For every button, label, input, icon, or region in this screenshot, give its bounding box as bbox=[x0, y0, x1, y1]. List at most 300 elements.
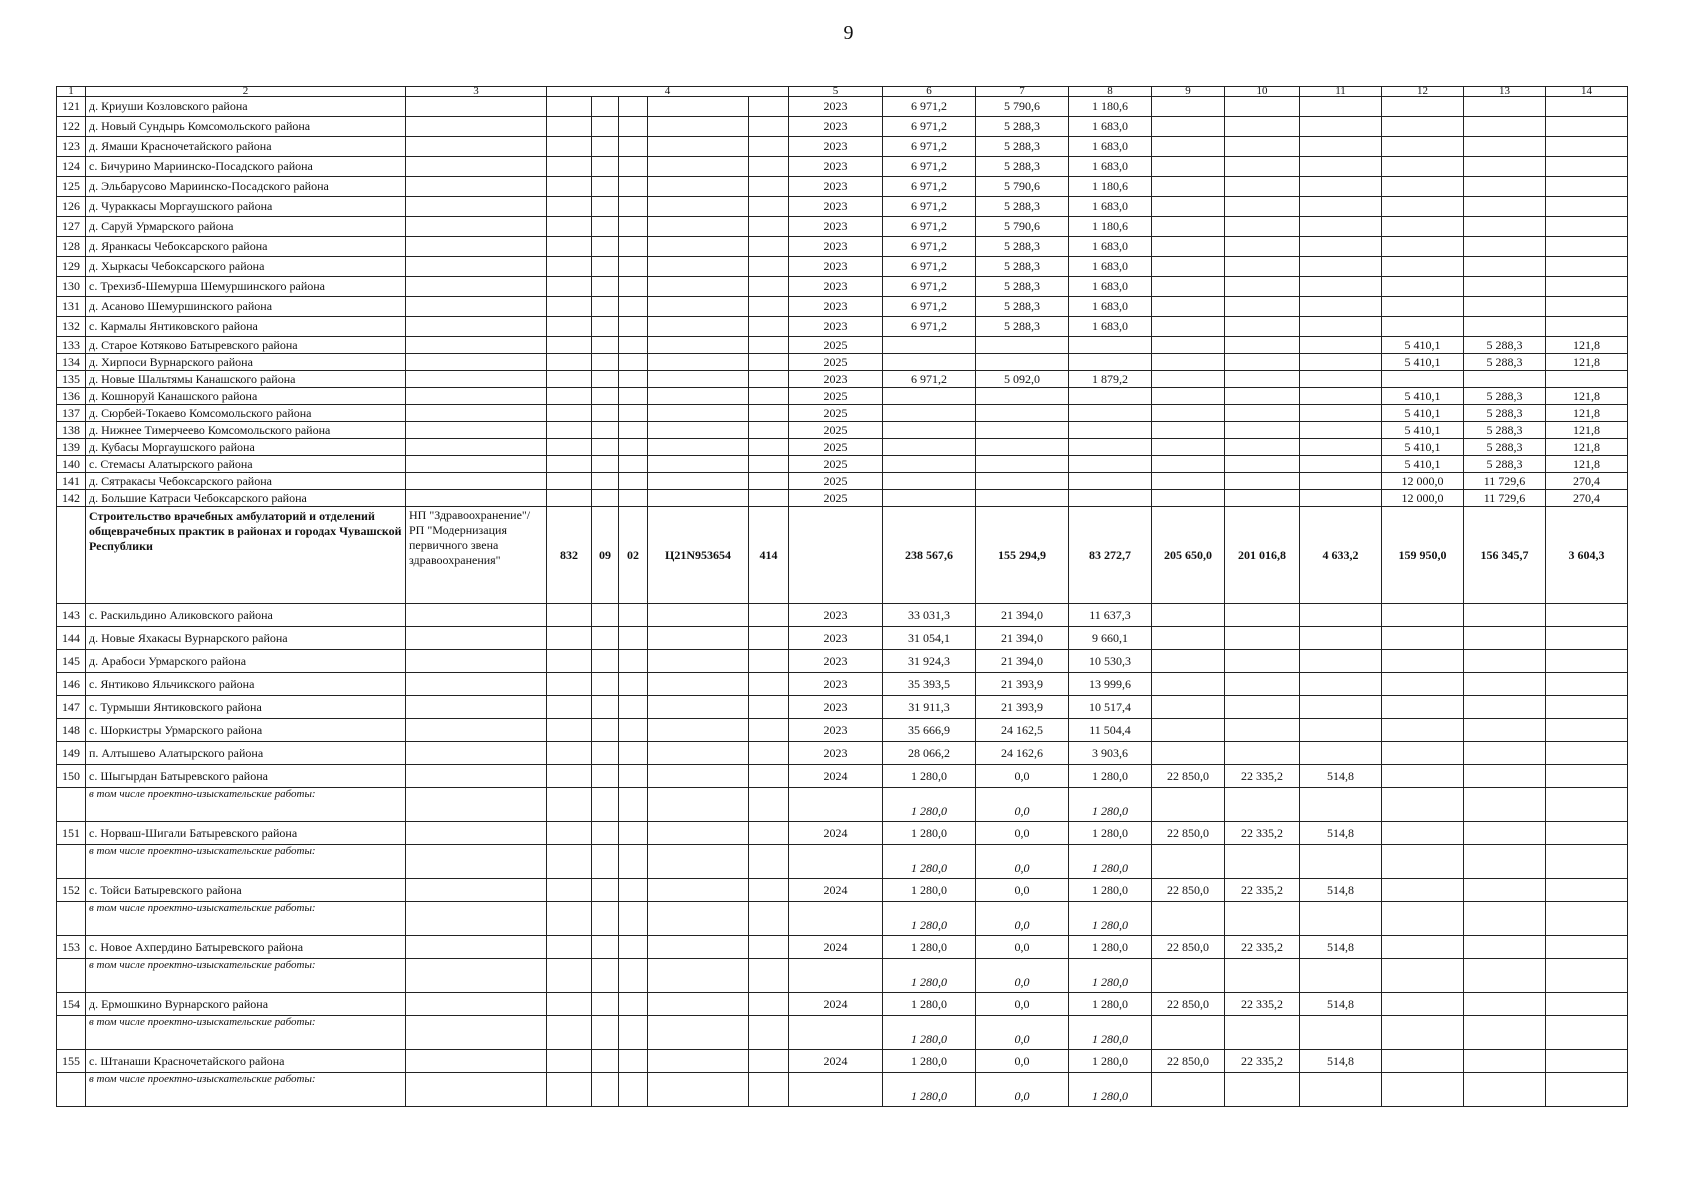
value-cell: 1 683,0 bbox=[1069, 117, 1152, 137]
value-cell bbox=[1546, 1050, 1628, 1073]
value-cell bbox=[1152, 317, 1225, 337]
value-cell: 10 517,4 bbox=[1069, 696, 1152, 719]
code-cell bbox=[648, 1073, 749, 1107]
value-cell: 121,8 bbox=[1546, 405, 1628, 422]
settlement-name: д. Новые Яхакасы Вурнарского района bbox=[86, 627, 406, 650]
settlement-name: с. Трехизб-Шемурша Шемуршинского района bbox=[86, 277, 406, 297]
value-cell bbox=[1546, 627, 1628, 650]
value-cell: 270,4 bbox=[1546, 490, 1628, 507]
row-number: 138 bbox=[57, 422, 86, 439]
value-cell bbox=[1225, 337, 1300, 354]
code-cell: 09 bbox=[592, 507, 619, 604]
code-cell bbox=[547, 742, 592, 765]
table-row bbox=[57, 137, 1628, 157]
group-total-cell: 159 950,0 bbox=[1382, 507, 1464, 604]
value-cell: 0,0 bbox=[976, 993, 1069, 1016]
settlement-name: д. Нижнее Тимерчеево Комсомольского района bbox=[86, 422, 406, 439]
code-cell bbox=[547, 257, 592, 277]
code-cell bbox=[619, 117, 648, 137]
table-row bbox=[57, 354, 1628, 371]
code-cell bbox=[547, 237, 592, 257]
survey-works-row bbox=[57, 845, 1628, 879]
year-cell: 2023 bbox=[789, 673, 883, 696]
code-cell bbox=[592, 197, 619, 217]
value-cell bbox=[1464, 371, 1546, 388]
value-cell: 28 066,2 bbox=[883, 742, 976, 765]
value-cell bbox=[1152, 237, 1225, 257]
table-row bbox=[57, 117, 1628, 137]
value-cell bbox=[1225, 277, 1300, 297]
value-cell bbox=[1382, 845, 1464, 879]
code-cell bbox=[648, 197, 749, 217]
header-cell: 14 bbox=[1546, 87, 1628, 97]
value-cell: 6 971,2 bbox=[883, 277, 976, 297]
value-cell bbox=[1382, 788, 1464, 822]
year-cell bbox=[789, 902, 883, 936]
value-cell: 5 288,3 bbox=[1464, 354, 1546, 371]
code-cell bbox=[648, 117, 749, 137]
code-cell bbox=[619, 673, 648, 696]
code-cell bbox=[592, 277, 619, 297]
value-cell bbox=[1382, 177, 1464, 197]
value-cell bbox=[1382, 97, 1464, 117]
table-row bbox=[57, 388, 1628, 405]
value-cell bbox=[1152, 422, 1225, 439]
survey-works-row bbox=[57, 1016, 1628, 1050]
table-row bbox=[57, 490, 1628, 507]
value-cell: 1 683,0 bbox=[1069, 157, 1152, 177]
value-cell: 6 971,2 bbox=[883, 177, 976, 197]
row-number: 149 bbox=[57, 742, 86, 765]
row-number: 123 bbox=[57, 137, 86, 157]
value-cell: 6 971,2 bbox=[883, 317, 976, 337]
value-cell bbox=[1464, 1016, 1546, 1050]
table-row bbox=[57, 627, 1628, 650]
program-cell bbox=[406, 257, 547, 277]
row-number: 141 bbox=[57, 473, 86, 490]
value-cell bbox=[1546, 845, 1628, 879]
value-cell bbox=[1152, 490, 1225, 507]
survey-works-label: в том числе проектно-изыскательские работы: bbox=[86, 902, 406, 936]
code-cell bbox=[648, 456, 749, 473]
code-cell bbox=[749, 217, 789, 237]
value-cell: 121,8 bbox=[1546, 456, 1628, 473]
value-cell: 514,8 bbox=[1300, 1050, 1382, 1073]
row-number: 127 bbox=[57, 217, 86, 237]
value-cell bbox=[1300, 97, 1382, 117]
code-cell bbox=[547, 822, 592, 845]
code-cell bbox=[547, 490, 592, 507]
value-cell: 1 683,0 bbox=[1069, 237, 1152, 257]
value-cell bbox=[1225, 673, 1300, 696]
code-cell bbox=[547, 902, 592, 936]
value-cell: 1 683,0 bbox=[1069, 257, 1152, 277]
code-cell bbox=[749, 902, 789, 936]
value-cell bbox=[1546, 371, 1628, 388]
row-number: 140 bbox=[57, 456, 86, 473]
value-cell: 5 092,0 bbox=[976, 371, 1069, 388]
value-cell bbox=[1225, 217, 1300, 237]
year-cell: 2023 bbox=[789, 650, 883, 673]
code-cell bbox=[648, 439, 749, 456]
code-cell bbox=[648, 765, 749, 788]
code-cell bbox=[648, 993, 749, 1016]
year-cell: 2025 bbox=[789, 456, 883, 473]
value-cell: 5 410,1 bbox=[1382, 354, 1464, 371]
code-cell bbox=[648, 317, 749, 337]
code-cell bbox=[547, 627, 592, 650]
code-cell bbox=[547, 765, 592, 788]
group-total-cell: 156 345,7 bbox=[1464, 507, 1546, 604]
code-cell bbox=[592, 650, 619, 673]
code-cell bbox=[547, 317, 592, 337]
row-number: 148 bbox=[57, 719, 86, 742]
survey-works-label: в том числе проектно-изыскательские работы: bbox=[86, 1073, 406, 1107]
value-cell bbox=[1382, 257, 1464, 277]
value-cell bbox=[1382, 993, 1464, 1016]
value-cell: 31 911,3 bbox=[883, 696, 976, 719]
program-cell bbox=[406, 354, 547, 371]
program-cell bbox=[406, 696, 547, 719]
header-cell: 8 bbox=[1069, 87, 1152, 97]
value-cell bbox=[976, 439, 1069, 456]
settlement-name: с. Раскильдино Аликовского района bbox=[86, 604, 406, 627]
value-cell bbox=[1225, 117, 1300, 137]
value-cell bbox=[1225, 422, 1300, 439]
value-cell bbox=[1464, 277, 1546, 297]
code-cell bbox=[547, 137, 592, 157]
value-cell bbox=[1546, 936, 1628, 959]
value-cell: 1 683,0 bbox=[1069, 277, 1152, 297]
value-cell: 22 850,0 bbox=[1152, 1050, 1225, 1073]
row-number bbox=[57, 1073, 86, 1107]
value-cell bbox=[1382, 197, 1464, 217]
code-cell bbox=[619, 371, 648, 388]
value-cell: 1 683,0 bbox=[1069, 317, 1152, 337]
value-cell bbox=[1464, 117, 1546, 137]
value-cell: 6 971,2 bbox=[883, 297, 976, 317]
settlement-name: д. Кошноруй Канашского района bbox=[86, 388, 406, 405]
code-cell bbox=[619, 627, 648, 650]
value-cell: 1 280,0 bbox=[883, 845, 976, 879]
value-cell: 1 280,0 bbox=[883, 1016, 976, 1050]
code-cell bbox=[749, 993, 789, 1016]
code-cell bbox=[749, 371, 789, 388]
header-cell: 11 bbox=[1300, 87, 1382, 97]
year-cell bbox=[789, 788, 883, 822]
value-cell: 11 637,3 bbox=[1069, 604, 1152, 627]
table-row bbox=[57, 456, 1628, 473]
value-cell bbox=[1300, 405, 1382, 422]
row-number: 152 bbox=[57, 879, 86, 902]
value-cell bbox=[1152, 959, 1225, 993]
code-cell bbox=[619, 197, 648, 217]
value-cell bbox=[1152, 354, 1225, 371]
value-cell bbox=[1225, 317, 1300, 337]
group-total-cell: 155 294,9 bbox=[976, 507, 1069, 604]
code-cell bbox=[592, 237, 619, 257]
survey-works-row bbox=[57, 1073, 1628, 1107]
budget-table bbox=[56, 86, 1628, 1107]
settlement-name: д. Большие Катраси Чебоксарского района bbox=[86, 490, 406, 507]
code-cell bbox=[648, 936, 749, 959]
value-cell: 1 280,0 bbox=[883, 879, 976, 902]
code-cell bbox=[592, 1016, 619, 1050]
year-cell: 2023 bbox=[789, 604, 883, 627]
value-cell bbox=[1300, 1073, 1382, 1107]
code-cell bbox=[619, 490, 648, 507]
program-cell bbox=[406, 422, 547, 439]
year-cell: 2023 bbox=[789, 719, 883, 742]
value-cell bbox=[1152, 97, 1225, 117]
year-cell: 2024 bbox=[789, 879, 883, 902]
code-cell bbox=[619, 696, 648, 719]
value-cell bbox=[1225, 845, 1300, 879]
group-total-cell: 3 604,3 bbox=[1546, 507, 1628, 604]
value-cell bbox=[976, 405, 1069, 422]
settlement-name: д. Сюрбей-Токаево Комсомольского района bbox=[86, 405, 406, 422]
code-cell bbox=[648, 97, 749, 117]
table-row bbox=[57, 765, 1628, 788]
value-cell: 0,0 bbox=[976, 788, 1069, 822]
value-cell: 1 280,0 bbox=[1069, 993, 1152, 1016]
code-cell bbox=[749, 117, 789, 137]
value-cell bbox=[1152, 788, 1225, 822]
value-cell: 9 660,1 bbox=[1069, 627, 1152, 650]
code-cell bbox=[592, 788, 619, 822]
row-number bbox=[57, 902, 86, 936]
year-cell: 2023 bbox=[789, 371, 883, 388]
code-cell bbox=[619, 388, 648, 405]
value-cell bbox=[1300, 696, 1382, 719]
code-cell bbox=[547, 217, 592, 237]
value-cell bbox=[1382, 1016, 1464, 1050]
header-cell: 6 bbox=[883, 87, 976, 97]
value-cell bbox=[1464, 788, 1546, 822]
value-cell bbox=[1546, 237, 1628, 257]
value-cell bbox=[1464, 879, 1546, 902]
value-cell bbox=[1300, 456, 1382, 473]
code-cell bbox=[648, 742, 749, 765]
code-cell bbox=[749, 137, 789, 157]
header-cell: 2 bbox=[86, 87, 406, 97]
year-cell: 2023 bbox=[789, 97, 883, 117]
value-cell: 0,0 bbox=[976, 845, 1069, 879]
code-cell bbox=[547, 354, 592, 371]
value-cell bbox=[1152, 673, 1225, 696]
year-cell: 2025 bbox=[789, 388, 883, 405]
code-cell bbox=[648, 217, 749, 237]
code-cell bbox=[547, 1073, 592, 1107]
survey-works-label: в том числе проектно-изыскательские работы: bbox=[86, 788, 406, 822]
year-cell bbox=[789, 1073, 883, 1107]
row-number bbox=[57, 507, 86, 604]
settlement-name: д. Арабоси Урмарского района bbox=[86, 650, 406, 673]
value-cell bbox=[1546, 177, 1628, 197]
value-cell bbox=[1464, 765, 1546, 788]
code-cell bbox=[648, 673, 749, 696]
value-cell bbox=[1152, 337, 1225, 354]
settlement-name: д. Ермошкино Вурнарского района bbox=[86, 993, 406, 1016]
value-cell: 5 288,3 bbox=[1464, 388, 1546, 405]
value-cell bbox=[1300, 117, 1382, 137]
code-cell bbox=[749, 388, 789, 405]
value-cell bbox=[1300, 473, 1382, 490]
value-cell: 0,0 bbox=[976, 1016, 1069, 1050]
code-cell bbox=[749, 822, 789, 845]
code-cell bbox=[592, 97, 619, 117]
program-cell bbox=[406, 277, 547, 297]
value-cell bbox=[1300, 157, 1382, 177]
value-cell bbox=[1300, 422, 1382, 439]
program-cell bbox=[406, 627, 547, 650]
code-cell bbox=[749, 845, 789, 879]
value-cell bbox=[1152, 1073, 1225, 1107]
code-cell bbox=[547, 157, 592, 177]
year-cell: 2025 bbox=[789, 439, 883, 456]
value-cell bbox=[1546, 157, 1628, 177]
code-cell bbox=[592, 177, 619, 197]
year-cell bbox=[789, 507, 883, 604]
value-cell bbox=[1152, 197, 1225, 217]
year-cell: 2023 bbox=[789, 237, 883, 257]
code-cell bbox=[619, 405, 648, 422]
settlement-name: д. Асаново Шемуршинского района bbox=[86, 297, 406, 317]
code-cell bbox=[547, 117, 592, 137]
year-cell: 2024 bbox=[789, 993, 883, 1016]
value-cell: 5 288,3 bbox=[1464, 337, 1546, 354]
code-cell bbox=[749, 405, 789, 422]
value-cell bbox=[1300, 439, 1382, 456]
year-cell: 2025 bbox=[789, 422, 883, 439]
program-cell bbox=[406, 405, 547, 422]
value-cell bbox=[1152, 405, 1225, 422]
year-cell: 2025 bbox=[789, 337, 883, 354]
value-cell: 1 280,0 bbox=[1069, 902, 1152, 936]
row-number: 128 bbox=[57, 237, 86, 257]
group-total-cell: 238 567,6 bbox=[883, 507, 976, 604]
value-cell bbox=[1225, 1073, 1300, 1107]
value-cell bbox=[1464, 936, 1546, 959]
row-number: 139 bbox=[57, 439, 86, 456]
code-cell bbox=[592, 845, 619, 879]
value-cell bbox=[1300, 257, 1382, 277]
value-cell bbox=[1464, 845, 1546, 879]
code-cell bbox=[547, 936, 592, 959]
value-cell bbox=[883, 337, 976, 354]
value-cell: 35 666,9 bbox=[883, 719, 976, 742]
value-cell bbox=[1464, 1073, 1546, 1107]
value-cell bbox=[1225, 257, 1300, 277]
table-row bbox=[57, 177, 1628, 197]
program-cell bbox=[406, 237, 547, 257]
row-number: 135 bbox=[57, 371, 86, 388]
value-cell bbox=[1382, 696, 1464, 719]
value-cell bbox=[1382, 650, 1464, 673]
value-cell: 22 850,0 bbox=[1152, 879, 1225, 902]
value-cell bbox=[1152, 388, 1225, 405]
row-number: 145 bbox=[57, 650, 86, 673]
code-cell bbox=[619, 902, 648, 936]
table-row bbox=[57, 993, 1628, 1016]
year-cell: 2023 bbox=[789, 297, 883, 317]
year-cell: 2023 bbox=[789, 257, 883, 277]
code-cell bbox=[619, 137, 648, 157]
program-cell bbox=[406, 822, 547, 845]
value-cell bbox=[1225, 439, 1300, 456]
table-row bbox=[57, 604, 1628, 627]
code-cell bbox=[547, 456, 592, 473]
table-row bbox=[57, 879, 1628, 902]
value-cell bbox=[1152, 137, 1225, 157]
code-cell bbox=[592, 439, 619, 456]
value-cell: 21 394,0 bbox=[976, 604, 1069, 627]
value-cell bbox=[1382, 673, 1464, 696]
code-cell bbox=[592, 371, 619, 388]
value-cell bbox=[1225, 696, 1300, 719]
row-number bbox=[57, 845, 86, 879]
value-cell bbox=[976, 473, 1069, 490]
value-cell: 1 180,6 bbox=[1069, 177, 1152, 197]
value-cell bbox=[883, 439, 976, 456]
value-cell: 121,8 bbox=[1546, 354, 1628, 371]
value-cell: 6 971,2 bbox=[883, 157, 976, 177]
value-cell: 121,8 bbox=[1546, 337, 1628, 354]
code-cell bbox=[749, 627, 789, 650]
settlement-name: д. Ямаши Красночетайского района bbox=[86, 137, 406, 157]
program-cell bbox=[406, 765, 547, 788]
code-cell bbox=[749, 1050, 789, 1073]
header-cell: 9 bbox=[1152, 87, 1225, 97]
value-cell: 5 288,3 bbox=[976, 317, 1069, 337]
settlement-name: с. Янтиково Яльчикского района bbox=[86, 673, 406, 696]
code-cell bbox=[749, 257, 789, 277]
value-cell: 121,8 bbox=[1546, 388, 1628, 405]
value-cell bbox=[1152, 257, 1225, 277]
value-cell bbox=[1464, 197, 1546, 217]
value-cell bbox=[1546, 959, 1628, 993]
value-cell bbox=[976, 456, 1069, 473]
value-cell bbox=[1300, 277, 1382, 297]
value-cell bbox=[1225, 197, 1300, 217]
value-cell bbox=[1464, 650, 1546, 673]
program-cell bbox=[406, 845, 547, 879]
program-cell bbox=[406, 137, 547, 157]
value-cell: 11 729,6 bbox=[1464, 473, 1546, 490]
code-cell bbox=[648, 422, 749, 439]
value-cell bbox=[1225, 719, 1300, 742]
value-cell bbox=[1300, 337, 1382, 354]
value-cell: 22 335,2 bbox=[1225, 765, 1300, 788]
row-number bbox=[57, 1016, 86, 1050]
value-cell: 5 790,6 bbox=[976, 217, 1069, 237]
value-cell: 1 280,0 bbox=[1069, 845, 1152, 879]
code-cell bbox=[749, 422, 789, 439]
code-cell bbox=[547, 788, 592, 822]
row-number: 136 bbox=[57, 388, 86, 405]
value-cell bbox=[1152, 696, 1225, 719]
value-cell: 6 971,2 bbox=[883, 257, 976, 277]
value-cell bbox=[1225, 1016, 1300, 1050]
settlement-name: с. Стемасы Алатырского района bbox=[86, 456, 406, 473]
year-cell: 2023 bbox=[789, 157, 883, 177]
program-cell bbox=[406, 604, 547, 627]
code-cell bbox=[619, 177, 648, 197]
value-cell bbox=[1464, 1050, 1546, 1073]
table-row bbox=[57, 1050, 1628, 1073]
value-cell bbox=[1382, 1073, 1464, 1107]
code-cell bbox=[592, 337, 619, 354]
